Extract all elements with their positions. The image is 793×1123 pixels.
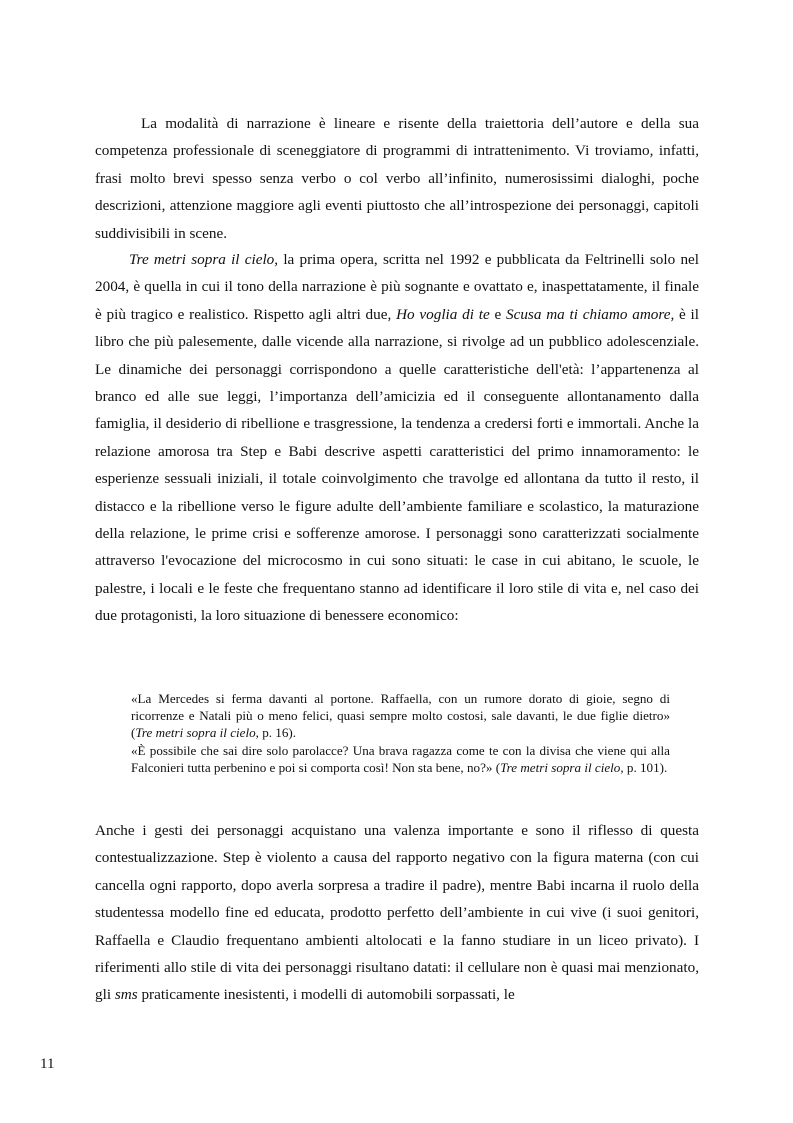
paragraph-narration-style [95,110,699,247]
book-title: Scusa ma ti chiamo amore, [505,305,675,323]
quote-text: «La Mercedes si ferma davanti al portone. Raffaella, con un rumore dorato di gioie, segno di ricorrenze e Natali più o meno felici, quasi sempre molto costosi, sale davanti, le due figlie dietro» ( [131,691,670,741]
term-sms: sms [114,986,138,1004]
paragraph-text: e [489,305,506,323]
paragraph-text: La modalità di narrazione è lineare e risente della traiettoria dell’autore e della sua competenza professionale di sceneggiatore di programmi di intrattenimento. Vi troviamo, infatti, frasi molto brevi spesso senza verbo o col verbo all’infinito, numerosissimi dialoghi, poche descrizioni, attenzione maggiore agli eventi piuttosto che all’introspezione dei personaggi, capitoli suddivisibili in scene. [95,115,699,242]
quote-line [131,690,670,742]
quote-reference: , p. 16). [255,725,297,741]
book-title: Tre metri sopra il cielo [129,251,275,268]
paragraph-first-novel [95,246,699,630]
block-quote [131,690,670,776]
quote-text: «È possibile che sai dire solo parolacce? Una brava ragazza come te con la divisa che viene qui alla Falconieri tutta perbenino e poi si comporta così! Non sta bene, no?» ( [131,742,670,775]
paragraph-text: , la prima opera, scritta nel 1992 e pubblicata da Feltrinelli solo nel 2004, è quella in cui il tono della narrazione è più sognante e ovattato e, inaspettatamente, il finale è più tragico e realistico. Rispetto agli altri due, [95,251,699,323]
paragraph-character-gestures [95,817,699,1009]
paragraph-text: Anche i gesti dei personaggi acquistano una valenza importante e sono il riflesso di questa contestualizzazione. Step è violento a causa del rapporto negativo con la figura materna (con cui cancella ogni rapporto, dopo averla sorpresa a tradire il padre), mentre Babi incarna il ruolo della studentessa modello fine ed educata, prodotto perfetto dell’ambiente in cui vive (i suoi genitori, Raffaella e Claudio frequentano ambienti altolocati e la fanno studiare in un liceo privato). I riferimenti allo stile di vita dei personaggi risultano datati: il cellulare non è quasi mai menzionato, gli [95,822,699,1004]
quote-reference: p. 101). [623,759,668,775]
paragraph-text: praticamente inesistenti, i modelli di automobili sorpassati, le [137,986,515,1004]
book-title: Tre metri sopra il cielo, [500,759,624,775]
page-number: 11 [40,1056,55,1072]
quote-line [131,742,670,776]
book-title: Tre metri sopra il cielo [135,725,256,741]
book-title: Ho voglia di te [396,305,490,323]
paragraph-text: è il libro che più palesemente, dalle vicende alla narrazione, si rivolge ad un pubblico adolescenziale. Le dinamiche dei personaggi corrispondono a quelle caratteristiche dell'età: l’appartenenza al branco ed alle sue leggi, l’importanza dell’amicizia ed il conseguente allontanamento dalla famiglia, il desiderio di ribellione e trasgressione, la tendenza a credersi forti e immortali. Anche la relazione amorosa tra Step e Babi descrive aspetti caratteristici del primo innamoramento: le esperienze sessuali iniziali, il totale coinvolgimento che travolge ed allontana da tutto il resto, il distacco e la ribellione verso le figure adulte dell’ambiente familiare e scolastico, la maturazione della relazione, le prime crisi e sofferenze amorose. I personaggi sono caratterizzati socialmente attraverso l'evocazione del microcosmo in cui sono situati: le case in cui abitano, le scuole, le palestre, i locali e le feste che frequentano stanno ad identificare il loro stile di vita e, nel caso dei due protagonisti, la loro situazione di benessere economico: [95,305,699,625]
